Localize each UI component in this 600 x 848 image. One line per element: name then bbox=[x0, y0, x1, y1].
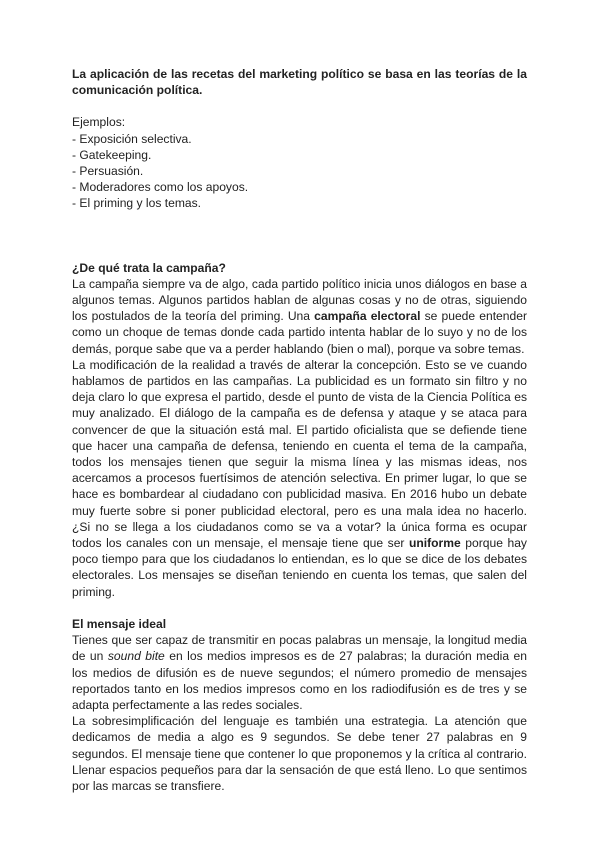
paragraph bbox=[72, 357, 527, 600]
italic-term: sound bite bbox=[107, 649, 165, 664]
document-title: La aplicación de las recetas del marketing político se basa en las teorías de la comunicación política. bbox=[72, 67, 527, 98]
paragraph bbox=[72, 632, 527, 713]
paragraph-text: porque hay poco tiempo para que los ciudadanos lo entiendan, es lo que se dice de los debates electorales. Los mensajes se diseñan teniendo en cuenta los temas, que salen del priming. bbox=[72, 536, 527, 599]
section-heading: ¿De qué trata la campaña? bbox=[72, 260, 226, 275]
paragraph-text: Tienes que ser capaz de transmitir en pocas palabras un mensaje, la longitud media de un bbox=[72, 633, 527, 664]
example-item: - Persuasión. bbox=[72, 164, 144, 179]
document-page bbox=[72, 66, 527, 794]
bold-term: campaña electoral bbox=[314, 309, 421, 324]
examples-label: Ejemplos: bbox=[72, 115, 126, 130]
section-ideal-message bbox=[72, 616, 527, 794]
examples-list bbox=[72, 114, 527, 211]
example-item: - Moderadores como los apoyos. bbox=[72, 180, 249, 195]
paragraph bbox=[72, 276, 527, 357]
paragraph-text: La campaña siempre va de algo, cada partido político inicia unos diálogos en base a algunos temas. Algunos partidos hablan de algunas cosas y no de otras, siguiendo los postulados de la teoría del priming. Una bbox=[72, 276, 527, 324]
paragraph-text: en los medios impresos es de 27 palabras; la duración media en los medios de difusión es de nueve segundos; el número promedio de mensajes reportados tanto en los medios impresos como en los radiodifusión es de tres y se adapta perfectamente a las redes sociales. bbox=[72, 649, 528, 712]
section-heading: El mensaje ideal bbox=[72, 616, 167, 631]
example-item: - Gatekeeping. bbox=[72, 147, 152, 162]
example-item: - Exposición selectiva. bbox=[72, 131, 192, 146]
bold-term: uniforme bbox=[409, 536, 461, 551]
paragraph-text: La modificación de la realidad a través de alterar la concepción. Esto se ve cuando hablamos de partidos en las campañas. La publicidad es un formato sin filtro y no deja claro lo que expresa el partido, desde el punto de vista de la Ciencia Política es muy analizado. El diálogo de la campaña es de defensa y ataque y se ataca para convencer de que la situación está mal. El partido oficialista que se defiende tiene que hacer una campaña de defensa, teniendo en cuenta el tema de la campaña, todos los mensajes tienen que seguir la misma línea y las mismas ideas, nos acercamos a procesos fuertísimos de atención selectiva. En primer lugar, lo que se hace es bombardear al ciudadano con publicidad masiva. En 2016 hubo un debate muy fuerte sobre si poner publicidad electoral, pero es una mala idea no hacerlo. ¿Si no se llega a los ciudadanos como se va a votar? la única forma es ocupar todos los canales con un mensaje, el mensaje tiene que ser bbox=[72, 357, 527, 551]
section-campaign bbox=[72, 260, 527, 600]
paragraph-text: se puede entender como un choque de temas donde cada partido intenta hablar de lo suyo y no de los demás, porque sabe que va a perder hablando (bien o mal), porque va sobre temas. bbox=[72, 309, 527, 356]
paragraph: La sobresimplificación del lenguaje es también una estrategia. La atención que dedicamos de media a algo es 9 segundos. Se debe tener 27 palabras en 9 segundos. El mensaje tiene que contener lo que proponemos y la crítica al contrario. Llenar espacios pequeños para dar la sensación de que está lleno. Lo que sentimos por las marcas se transfiere. bbox=[72, 714, 527, 793]
example-item: - El priming y los temas. bbox=[72, 196, 202, 211]
